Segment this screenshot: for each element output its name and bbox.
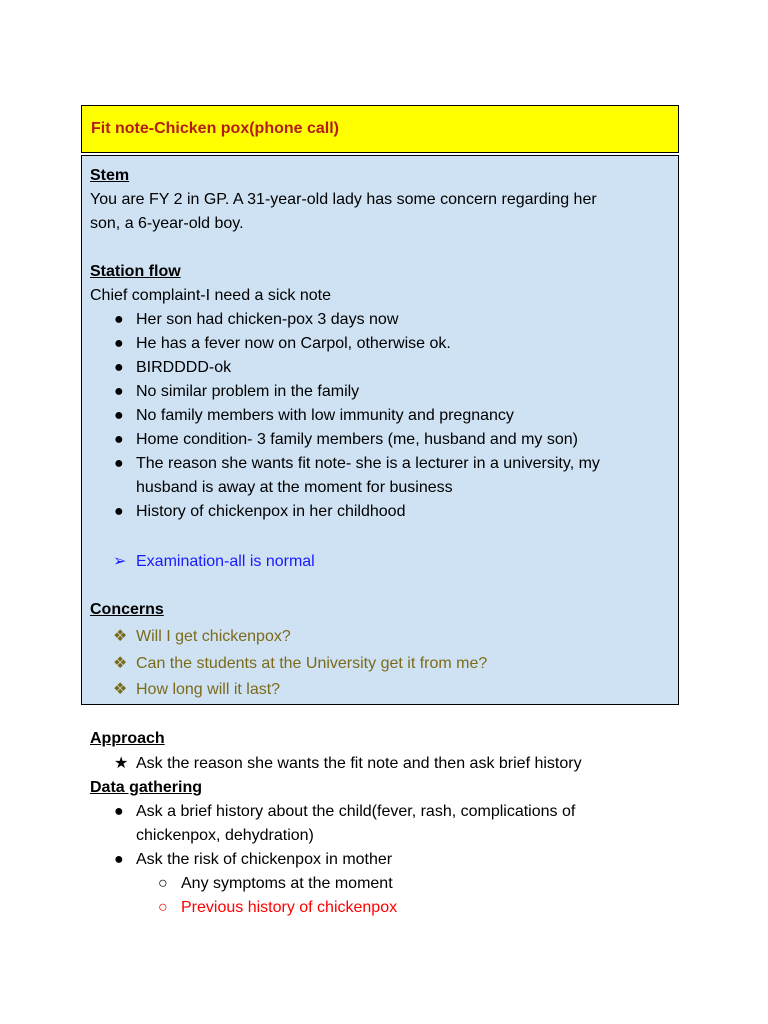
data-gathering-sub-item: Any symptoms at the moment: [181, 875, 393, 892]
flow-item: No similar problem in the family: [136, 383, 360, 400]
bullet-dot-icon: ●: [114, 803, 124, 820]
diamond-bullet-icon: ❖: [113, 681, 128, 698]
circle-bullet-icon: ○: [158, 899, 168, 916]
flow-item: Her son had chicken-pox 3 days now: [136, 311, 399, 328]
data-gathering-heading: Data gathering: [90, 779, 203, 796]
approach-heading: Approach: [90, 730, 165, 747]
flow-item: He has a fever now on Carpol, otherwise ok.: [136, 335, 451, 352]
bullet-dot-icon: ●: [114, 851, 124, 868]
concern-item: Can the students at the University get it from me?: [136, 655, 488, 672]
concerns-heading: Concerns: [90, 601, 164, 618]
diamond-bullet-icon: ❖: [113, 655, 128, 672]
arrow-bullet-icon: ➢: [113, 553, 127, 570]
diamond-bullet-icon: ❖: [113, 628, 128, 645]
bullet-dot-icon: ●: [114, 335, 124, 352]
data-gathering-item: Ask the risk of chickenpox in mother: [136, 851, 393, 868]
bullet-dot-icon: ●: [114, 455, 124, 472]
bullet-dot-icon: ●: [114, 407, 124, 424]
bullet-dot-icon: ●: [114, 311, 124, 328]
stem-line-1: You are FY 2 in GP. A 31-year-old lady has some concern regarding her: [90, 191, 597, 208]
data-gathering-sub-item-highlight: Previous history of chickenpox: [181, 899, 398, 916]
approach-item: Ask the reason she wants the fit note and then ask brief history: [136, 755, 582, 772]
concern-item: How long will it last?: [136, 681, 281, 698]
data-gathering-item: Ask a brief history about the child(fever, rash, complications of: [136, 803, 576, 820]
stem-line-2: son, a 6-year-old boy.: [90, 215, 244, 232]
title-box: [81, 105, 679, 153]
flow-item: BIRDDDD-ok: [136, 359, 232, 376]
station-flow-heading: Station flow: [90, 263, 181, 280]
flow-item: No family members with low immunity and pregnancy: [136, 407, 514, 424]
document-title: Fit note-Chicken pox(phone call): [91, 120, 340, 137]
flow-item: The reason she wants fit note- she is a lecturer in a university, my: [136, 455, 600, 472]
star-bullet-icon: ★: [114, 755, 129, 772]
examination-note: Examination-all is normal: [136, 553, 315, 570]
flow-item: History of chickenpox in her childhood: [136, 503, 406, 520]
bullet-dot-icon: ●: [114, 383, 124, 400]
flow-item: Home condition- 3 family members (me, husband and my son): [136, 431, 578, 448]
flow-item-continued: husband is away at the moment for business: [136, 479, 453, 496]
concern-item: Will I get chickenpox?: [136, 628, 291, 645]
data-gathering-item-continued: chickenpox, dehydration): [136, 827, 314, 844]
chief-complaint: Chief complaint-I need a sick note: [90, 287, 332, 304]
stem-heading: Stem: [90, 167, 130, 184]
bullet-dot-icon: ●: [114, 359, 124, 376]
circle-bullet-icon: ○: [158, 875, 168, 892]
bullet-dot-icon: ●: [114, 503, 124, 520]
bullet-dot-icon: ●: [114, 431, 124, 448]
